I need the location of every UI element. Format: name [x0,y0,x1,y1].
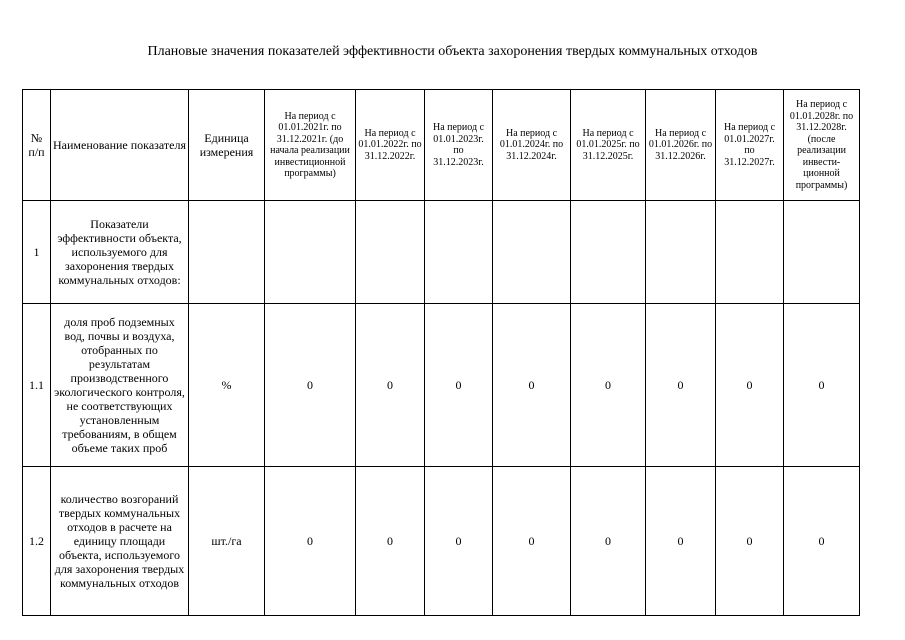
value-cell [571,201,646,304]
header-period-2022: На период с 01.01.2022г. по 31.12.2022г. [356,90,425,201]
indicators-table [22,89,860,616]
value-cell: 0 [356,467,425,616]
row-number: 1.2 [23,467,51,616]
row-number: 1.1 [23,304,51,467]
value-cell [425,201,493,304]
value-cell [646,201,716,304]
header-period-2027: На период с 01.01.2027г. по 31.12.2027г. [716,90,784,201]
unit-cell: шт./га [189,467,265,616]
value-cell: 0 [425,467,493,616]
value-cell [716,201,784,304]
value-cell: 0 [493,467,571,616]
value-cell: 0 [356,304,425,467]
header-period-2021: На период с 01.01.2021г. по 31.12.2021г. (до начала реализации инвестиционной программы) [265,90,356,201]
unit-cell [189,201,265,304]
unit-cell: % [189,304,265,467]
row-number: 1 [23,201,51,304]
header-period-2024: На период с 01.01.2024г. по 31.12.2024г. [493,90,571,201]
header-period-2025: На период с 01.01.2025г. по 31.12.2025г. [571,90,646,201]
document-title: Плановые значения показателей эффективности объекта захоронения твердых коммунальных отходов [147,44,758,59]
value-cell: 0 [425,304,493,467]
indicator-name: доля проб подземных вод, почвы и воздуха, отобранных по результатам производственного экологического контроля, не соответствующих установленным требованиям, в общем объеме таких проб [51,304,189,467]
value-cell: 0 [265,467,356,616]
value-cell: 0 [646,467,716,616]
header-period-2028: На период с 01.01.2028г. по 31.12.2028г. (после реализации инвести-ционной программы) [784,90,860,201]
header-indicator-name: Наименование показателя [51,90,189,201]
value-cell [356,201,425,304]
header-number: № п/п [23,90,51,201]
value-cell: 0 [784,467,860,616]
table-row [23,304,860,467]
value-cell [265,201,356,304]
value-cell [784,201,860,304]
value-cell: 0 [646,304,716,467]
indicator-name: количество возгораний твердых коммунальных отходов в расчете на единицу площади объекта, используемого для захоронения твердых коммунальных отходов [51,467,189,616]
header-period-2023: На период с 01.01.2023г. по 31.12.2023г. [425,90,493,201]
table-row [23,467,860,616]
value-cell: 0 [716,304,784,467]
value-cell: 0 [716,467,784,616]
header-unit: Единица измерения [189,90,265,201]
value-cell: 0 [571,304,646,467]
table-row [23,201,860,304]
value-cell: 0 [265,304,356,467]
value-cell: 0 [571,467,646,616]
value-cell: 0 [784,304,860,467]
header-period-2026: На период с 01.01.2026г. по 31.12.2026г. [646,90,716,201]
table-header-row [23,90,860,201]
value-cell: 0 [493,304,571,467]
value-cell [493,201,571,304]
indicator-name: Показатели эффективности объекта, используемого для захоронения твердых коммунальных отходов: [51,201,189,304]
